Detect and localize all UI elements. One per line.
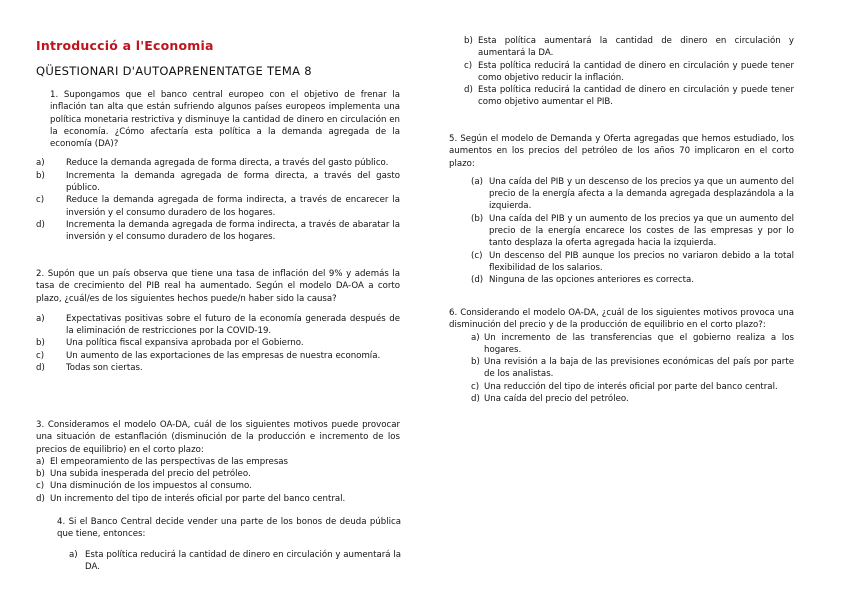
option-label: a) <box>36 158 45 169</box>
option-label: c) <box>36 195 45 206</box>
option-label: b) <box>36 338 45 349</box>
option-text: Ninguna de las opciones anteriores es correcta. <box>489 275 694 286</box>
option-text: Expectativas positivas sobre el futuro de la economía generada después de la eliminación de restricciones por la COVID-19. <box>66 313 400 337</box>
option-label: d) <box>36 219 45 230</box>
option-2b <box>36 337 400 349</box>
question-4-options-right <box>464 35 794 109</box>
option-text: Esta política reducirá la cantidad de dinero en circulación y puede tener como objetivo reducir la inflación. <box>478 60 794 83</box>
question-4 <box>57 516 401 573</box>
option-2c <box>36 350 400 362</box>
option-5c <box>471 250 794 275</box>
option-label: (d) <box>471 275 484 286</box>
question-4-continued <box>464 35 794 109</box>
option-text: Una política fiscal expansiva aprobada por el Gobierno. <box>66 338 304 349</box>
option-text: Reduce la demanda agregada de forma indirecta, a través de encarecer la inversión y el consumo duradero de los hogares. <box>66 195 400 218</box>
option-label: b) <box>36 170 45 181</box>
option-text: El empeoramiento de las perspectivas de las empresas <box>50 456 289 467</box>
option-4b <box>464 35 794 60</box>
question-2-options <box>36 313 400 374</box>
question-6 <box>449 307 794 405</box>
option-3d <box>36 493 400 505</box>
option-text: Reduce la demanda agregada de forma directa, a través del gasto público. <box>66 158 389 169</box>
option-text: Un incremento del tipo de interés oficial por parte del banco central. <box>50 493 346 504</box>
question-3 <box>36 419 400 505</box>
option-label: a) <box>69 549 78 560</box>
option-text: Esta política aumentará la cantidad de dinero en circulación y aumentará la DA. <box>478 36 794 59</box>
quiz-title: QÜESTIONARI D'AUTOAPRENENTATGE TEMA 8 <box>36 64 312 78</box>
option-6b <box>471 356 794 381</box>
option-label: c) <box>36 350 45 361</box>
option-6c <box>471 381 794 393</box>
option-text: Un descenso del PIB aunque los precios no variaron debido a la total flexibilidad de los salarios. <box>489 250 794 273</box>
option-text: Esta política reducirá la cantidad de dinero en circulación y puede tener como objetivo aumentar el PIB. <box>478 85 794 108</box>
option-4a <box>69 549 401 574</box>
option-6d <box>471 393 794 405</box>
option-text: Esta política reducirá la cantidad de dinero en circulación y aumentará la DA. <box>85 549 401 572</box>
option-text: Una reducción del tipo de interés oficial por parte del banco central. <box>484 381 778 392</box>
option-5b <box>471 213 794 250</box>
option-label: d) <box>464 85 473 96</box>
question-1-options <box>36 157 400 243</box>
question-5-options <box>471 176 794 287</box>
option-text: Incrementa la demanda agregada de forma indirecta, a través de abaratar la inversión y el consumo duradero de los hogares. <box>66 219 400 243</box>
question-1 <box>36 89 400 244</box>
question-3-options <box>36 456 400 505</box>
question-6-options <box>471 332 794 406</box>
option-label: (a) <box>471 176 483 187</box>
option-4c <box>464 60 794 85</box>
option-label: c) <box>464 60 473 71</box>
option-3c <box>36 480 400 492</box>
question-5-text: 5. Según el modelo de Demanda y Oferta agregadas que hemos estudiado, los aumentos en los precios del petróleo de los años 70 implicaron en el corto plazo: <box>449 134 794 169</box>
option-label: a) <box>471 332 480 343</box>
option-2d <box>36 362 400 374</box>
option-label: b) <box>471 357 480 368</box>
option-1b <box>36 170 400 195</box>
option-label: a) <box>36 456 45 467</box>
option-1a <box>36 157 400 169</box>
option-label: b) <box>464 36 473 46</box>
option-6a <box>471 332 794 357</box>
option-label: (c) <box>471 250 483 261</box>
option-text: Incrementa la demanda agregada de forma directa, a través del gasto público. <box>66 170 400 194</box>
option-text: Una disminución de los impuestos al consumo. <box>50 481 252 492</box>
option-5a <box>471 176 794 213</box>
question-5 <box>449 133 794 287</box>
option-text: Una subida inesperada del precio del petróleo. <box>50 469 251 480</box>
option-label: c) <box>471 381 480 392</box>
option-label: d) <box>36 363 45 374</box>
course-title: Introducció a l'Economia <box>36 38 214 53</box>
option-text: Una caída del PIB y un descenso de los precios ya que un aumento del precio de la energía afecta a la demanda agregada desplazándola a la izquierda. <box>489 176 794 212</box>
option-3b <box>36 468 400 480</box>
option-text: Una caída del PIB y un aumento de los precios ya que un aumento del precio de la energía encarece los costes de las empresas y por lo tanto desplaza la oferta agregada hacia la izquierda. <box>489 213 794 249</box>
question-3-text: 3. Consideramos el modelo OA-DA, cuál de los siguientes motivos puede provocar una situación de estanflación (disminución de la producción e incremento de los precios de equilibrio) en el corto plazo: <box>36 420 400 455</box>
question-4-options-left <box>69 549 401 574</box>
option-text: Una revisión a la baja de las previsiones económicas del país por parte de los analistas. <box>484 357 794 380</box>
option-label: d) <box>471 394 480 405</box>
option-label: c) <box>36 481 45 492</box>
option-1d <box>36 219 400 244</box>
option-text: Un incremento de las transferencias que el gobierno realiza a los hogares. <box>484 332 794 355</box>
question-4-text: 4. Si el Banco Central decide vender una parte de los bonos de deuda pública que tiene, entonces: <box>57 517 401 540</box>
option-2a <box>36 313 400 338</box>
option-4d <box>464 84 794 109</box>
option-text: Todas son ciertas. <box>66 363 143 374</box>
option-3a <box>36 456 400 468</box>
option-label: a) <box>36 313 45 324</box>
option-text: Un aumento de las exportaciones de las empresas de nuestra economía. <box>66 350 381 361</box>
option-label: (b) <box>471 213 484 224</box>
option-text: Una caída del precio del petróleo. <box>484 394 629 405</box>
option-label: b) <box>36 469 45 480</box>
question-6-text: 6. Considerando el modelo OA-DA, ¿cuál de los siguientes motivos provoca una disminución del precio y de la producción de equilibrio en el corto plazo?: <box>449 308 794 331</box>
option-label: d) <box>36 493 45 504</box>
option-1c <box>36 194 400 219</box>
option-5d <box>471 274 794 286</box>
question-1-text: 1. Supongamos que el banco central europeo con el objetivo de frenar la inflación tan alta que están sufriendo algunos países europeos implementa una política monetaria restrictiva y disminuye la cantidad de dinero en circulación en la economía. ¿Cómo afectaría esta política a la demanda agregada de la economía (DA)? <box>50 90 400 150</box>
question-2-text: 2. Supón que un país observa que tiene una tasa de inflación del 9% y además la tasa de crecimiento del PIB real ha aumentado. Según el modelo DA-OA a corto plazo, ¿cuál/es de los siguientes hechos puede/n haber sido la causa? <box>36 269 400 304</box>
question-2 <box>36 268 400 374</box>
